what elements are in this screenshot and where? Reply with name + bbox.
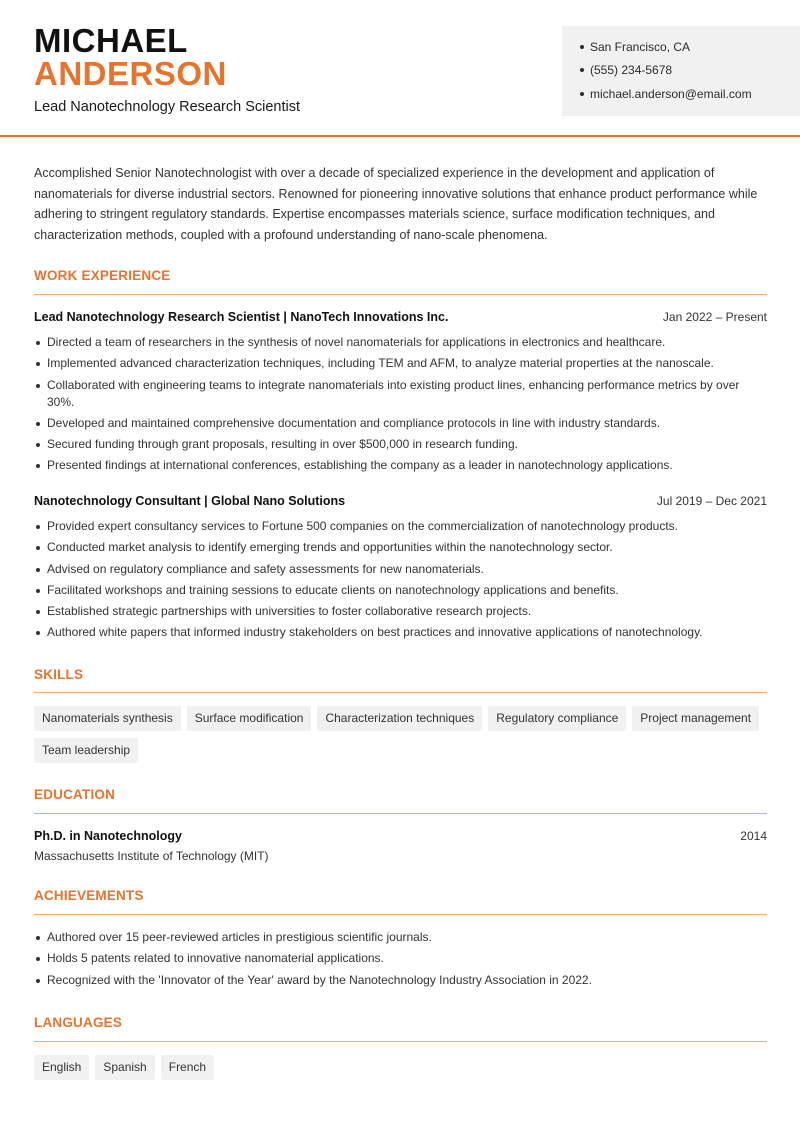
list-item: Provided expert consultancy services to Fortune 500 companies on the commercialization of nanotechnology products. [34,518,767,535]
skill-tag: Characterization techniques [317,706,482,731]
list-item: Advised on regulatory compliance and safety assessments for new nanomaterials. [34,561,767,578]
bullet-icon [580,45,584,49]
list-item: Authored over 15 peer-reviewed articles in prestigious scientific journals. [34,929,767,946]
graduation-year: 2014 [740,829,767,843]
section-divider [34,294,767,295]
skill-tag: Nanomaterials synthesis [34,706,181,731]
job-role: Lead Nanotechnology Research Scientist | NanoTech Innovations Inc. [34,310,449,324]
contact-location [580,40,690,54]
skill-tag: Team leadership [34,738,138,763]
section-title-achievements: ACHIEVEMENTS [34,888,144,903]
list-item: Directed a team of researchers in the synthesis of novel nanomaterials for applications in electronics and healthcare. [34,334,767,351]
list-item: Presented findings at international conferences, establishing the company as a leader in nanotechnology applications. [34,457,767,474]
section-divider [34,914,767,915]
section-title-education: EDUCATION [34,787,116,802]
job-title: Lead Nanotechnology Research Scientist [34,99,300,115]
job-dates: Jul 2019 – Dec 2021 [656,494,767,508]
location-text: San Francisco, CA [590,40,691,54]
language-tag: Spanish [95,1055,154,1080]
job-header [34,310,767,324]
list-item: Established strategic partnerships with universities to foster collaborative research projects. [34,603,767,620]
contact-email[interactable] [580,87,752,101]
job-header [34,494,767,508]
skill-tag: Surface modification [187,706,312,731]
section-divider [34,692,767,693]
resume-header [0,0,800,137]
skill-tag: Project management [632,706,759,731]
last-name: ANDERSON [34,55,227,92]
language-tag: French [161,1055,214,1080]
list-item: Authored white papers that informed industry stakeholders on best practices and innovative applications of nanotechnology. [34,624,767,641]
list-item: Collaborated with engineering teams to integrate nanomaterials into existing product lines, enhancing performance metrics by over 30%. [34,377,767,411]
list-item: Recognized with the 'Innovator of the Year' award by the Nanotechnology Industry Association in 2022. [34,972,767,989]
list-item: Facilitated workshops and training sessions to educate clients on nanotechnology applications and benefits. [34,582,767,599]
school: Massachusetts Institute of Technology (MIT) [34,849,269,863]
skills-tags [34,706,767,770]
language-tags [34,1055,767,1087]
phone-text: (555) 234-5678 [590,63,673,77]
list-item: Developed and maintained comprehensive documentation and compliance protocols in line with industry standards. [34,415,767,432]
section-divider [34,1041,767,1042]
section-title-skills: SKILLS [34,667,84,682]
email-text[interactable]: michael.anderson@email.com [590,87,752,101]
section-divider [34,813,767,814]
achievement-bullets [34,929,767,993]
section-title-languages: LANGUAGES [34,1015,123,1030]
list-item: Secured funding through grant proposals, resulting in over $500,000 in research funding. [34,436,767,453]
bullet-icon [580,68,584,72]
contact-phone [580,63,672,77]
section-title-work: WORK EXPERIENCE [34,268,171,283]
job-role: Nanotechnology Consultant | Global Nano Solutions [34,494,346,508]
first-name: MICHAEL [34,22,188,59]
list-item: Holds 5 patents related to innovative nanomaterial applications. [34,950,767,967]
contact-box [562,26,800,116]
summary: Accomplished Senior Nanotechnologist with over a decade of specialized experience in the development and application of nanomaterials for diverse industrial sectors. Renowned for pioneering innovative solutions that enhance product performance while adhering to stringent regulatory standards. Expertise encompasses materials science, surface modification techniques, and characterization methods, coupled with a profound understanding of nano-scale phenomena. [34,166,758,243]
skill-tag: Regulatory compliance [488,706,626,731]
list-item: Conducted market analysis to identify emerging trends and opportunities within the nanotechnology sector. [34,539,767,556]
bullet-icon [580,92,584,96]
job-bullets [34,334,767,479]
degree: Ph.D. in Nanotechnology [34,829,182,843]
job-bullets [34,518,767,646]
list-item: Implemented advanced characterization techniques, including TEM and AFM, to analyze material properties at the nanoscale. [34,355,767,372]
language-tag: English [34,1055,89,1080]
job-dates: Jan 2022 – Present [662,310,767,324]
